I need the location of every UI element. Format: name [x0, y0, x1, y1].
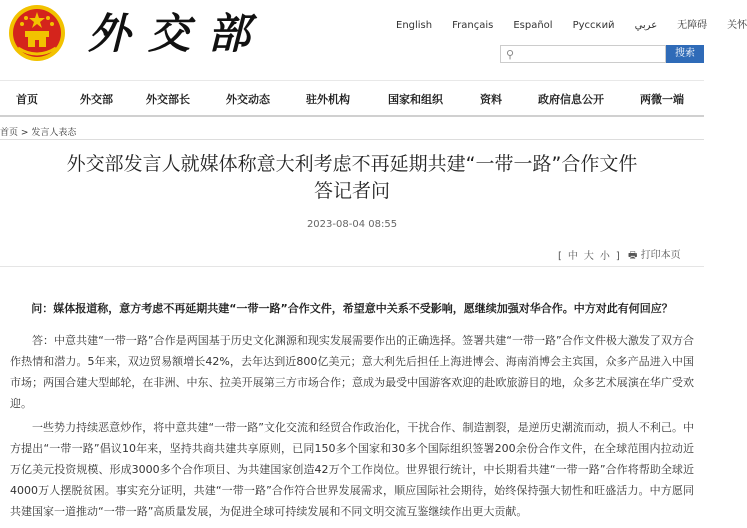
bracket-close: ]: [615, 251, 620, 262]
care-mode-link[interactable]: 关怀: [727, 20, 747, 31]
main-nav: [0, 80, 704, 117]
nav-item-missions[interactable]: 驻外机构: [306, 93, 350, 106]
national-emblem-icon: [8, 4, 66, 62]
breadcrumb-home[interactable]: 首页: [0, 128, 19, 138]
font-size-controls: [558, 247, 626, 262]
search-input[interactable]: [500, 45, 666, 63]
article-title: [10, 151, 694, 205]
nav-item-home[interactable]: 首页: [16, 93, 38, 106]
answer-paragraph-2: 一些势力持续恶意炒作，将中意共建“一带一路”文化交流和经贸合作政治化，干扰合作、制造割裂，是逆历史潮流而动，损人不利己。中方提出“一带一路”倡议10年来，坚持共商共建共享原则，已同150多个国家和30多个国际组织签署200余份合作文件，在全球范围内拉动近万亿美元投资规模、形成3000多个合作项目、为共建国家创造42万个工作岗位。世界银行统计，中长期看共建“一带一路”合作将帮助全球近4000万人摆脱贫困。事实充分证明，共建“一带一路”合作符合世界发展需求，顺应国际社会期待，始终保持强大韧性和旺盛活力。中方愿同共建国家一道推动“一带一路”高质量发展，为促进全球可持续发展和不同文明交流互鉴继续作出更大贡献。: [10, 421, 694, 518]
search-button[interactable]: 搜索: [666, 45, 704, 63]
lang-arabic[interactable]: عربي: [634, 20, 658, 31]
question-text: 问：媒体报道称，意方考虑不再延期共建“一带一路”合作文件，希望意中关系不受影响，愿继续加强对华合作。中方对此有何回应？: [31, 302, 673, 315]
title-line-2: 答记者问: [313, 180, 390, 202]
font-small-button[interactable]: 小: [599, 251, 610, 262]
divider: [0, 266, 704, 267]
language-links: [396, 16, 747, 31]
nav-item-news[interactable]: 外交动态: [226, 93, 270, 106]
site-header: [0, 0, 747, 80]
nav-item-ministry[interactable]: 外交部: [80, 93, 113, 106]
publish-date: 2023-08-04 08:55: [306, 219, 398, 230]
breadcrumb-separator: >: [20, 128, 29, 138]
nav-item-countries[interactable]: 国家和组织: [388, 93, 443, 106]
answer-paragraph-1: 答：中意共建“一带一路”合作是两国基于历史文化渊源和现实发展需要作出的正确选择。签署共建“一带一路”合作文件极大激发了双方合作热情和潜力。5年来，双边贸易额增长42%，去年达到近800亿美元；意大利先后担任上海进博会、海南消博会主宾国，众多产品进入中国市场；两国合建大型邮轮，在非洲、中东、拉美开展第三方市场合作；意成为最受中国游客欢迎的赴欧旅游目的地，众多艺术展演在华广受欢迎。: [10, 334, 694, 410]
lang-french[interactable]: Français: [452, 20, 494, 31]
nav-item-social[interactable]: 两微一端: [640, 93, 684, 106]
search-icon: ⚲: [506, 48, 515, 61]
nav-item-resources[interactable]: 资料: [480, 93, 502, 106]
font-large-button[interactable]: 中: [567, 251, 578, 262]
breadcrumb-section[interactable]: 发言人表态: [31, 128, 77, 138]
font-medium-button[interactable]: 大: [583, 251, 594, 262]
site-logo[interactable]: 外交部: [88, 9, 269, 58]
print-label: 打印本页: [640, 250, 681, 261]
nav-item-minister[interactable]: 外交部长: [146, 93, 190, 106]
lang-english[interactable]: English: [396, 20, 433, 31]
divider: [0, 139, 704, 140]
printer-icon: 🖶: [628, 250, 638, 261]
lang-spanish[interactable]: Español: [513, 20, 553, 31]
print-button[interactable]: [628, 246, 681, 265]
lang-russian[interactable]: Русский: [572, 20, 615, 31]
title-line-1: 外交部发言人就媒体称意大利考虑不再延期共建“一带一路”合作文件: [66, 153, 638, 175]
bracket-open: [: [558, 251, 562, 262]
accessibility-link[interactable]: 无障碍: [677, 20, 708, 31]
breadcrumb: [0, 125, 76, 138]
nav-item-disclosure[interactable]: 政府信息公开: [538, 93, 604, 106]
